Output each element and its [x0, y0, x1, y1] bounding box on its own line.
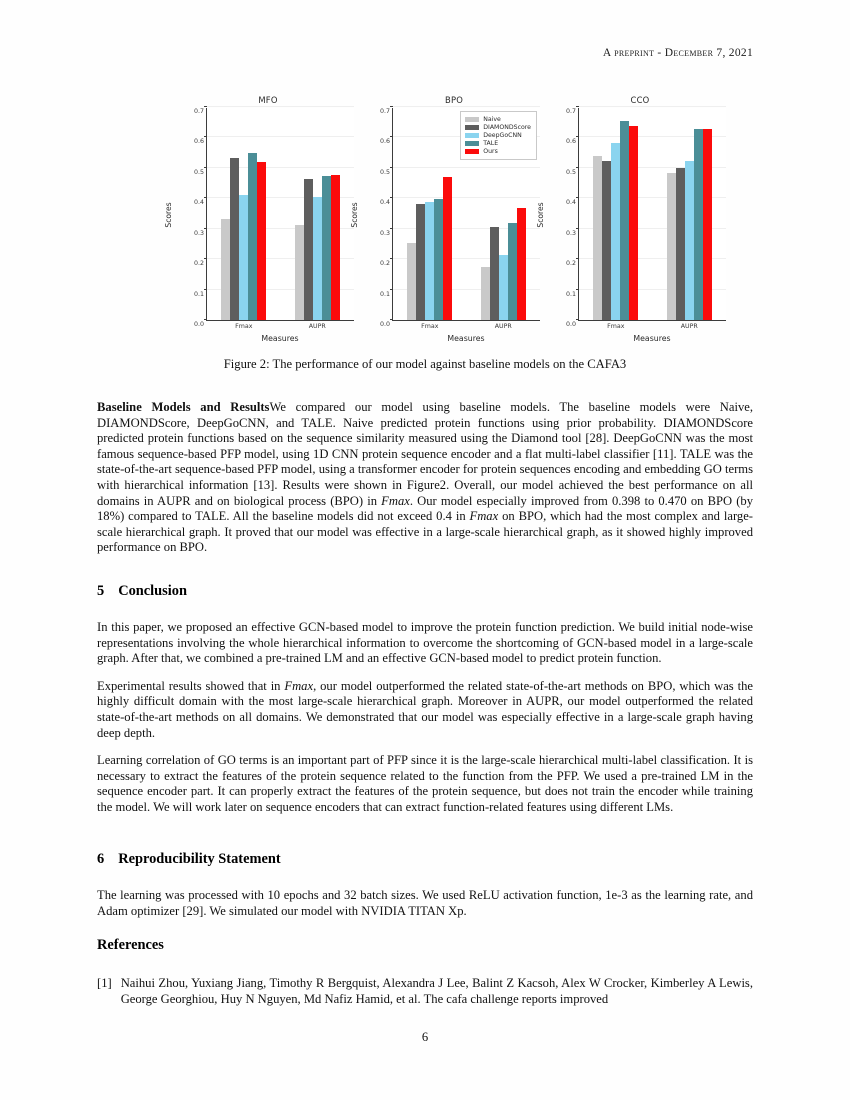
reproducibility-title: Reproducibility Statement — [118, 851, 281, 867]
conclusion-p2-text-a: Experimental results showed that in — [97, 678, 285, 693]
reference-list — [97, 976, 753, 1007]
bar-container — [207, 108, 354, 330]
figure-caption: Figure 2: The performance of our model against baseline models on the CAFA3 — [223, 357, 627, 371]
bar-diamondscore-aupr — [490, 227, 499, 320]
conclusion-paragraph-1: In this paper, we proposed an effective GCN-based model to improve the protein function prediction. We build initial node-wise representations involving the whole hierarchical information to overcome the shortcoming of GCN-based model in a large-scale graph. After that, we combined a pre-trained LM and an effective GCN-based model to predict protein function. — [97, 620, 753, 666]
bar-deepgocnn-aupr — [313, 197, 322, 320]
baseline-text-3: on BPO, which had the most complex and large-scale hierarchical graph. It proved that our model was effective in a large-scale hierarchical graph, as it showed highly improved performance on BPO. — [97, 509, 753, 555]
x-axis-label: Measures — [261, 334, 299, 343]
reference-text: Naihui Zhou, Yuxiang Jiang, Timothy R Bergquist, Alexandra J Lee, Balint Z Kacsoh, Alex W Crocker, Kimberley A Lewis, George Georghiou, Huy N Nguyen, Md Nafiz Hamid, et al. The cafa challenge reports improved — [120, 976, 753, 1006]
bar-group-fmax — [407, 108, 452, 330]
x-tick-label: AUPR — [494, 323, 512, 330]
bar-deepgocnn-aupr — [499, 255, 508, 320]
bar-group-aupr — [667, 108, 712, 330]
bar-ours-fmax — [443, 177, 452, 320]
legend-item — [465, 124, 531, 131]
legend-item — [465, 148, 531, 155]
fmax-math-3: Fmax — [284, 678, 314, 693]
baseline-text-1: We compared our model using baseline models. The baseline models were Naive, DIAMONDScore, DeepGoCNN, and TALE. Naive predicted protein functions using prior probability. DIAMONDScore predicted protein functions based on the sequence similarity measured using the Diamond tool [28]. DeepGoCNN was the most famous sequence-based PFP model, using 1D CNN protein sequence encoder and a flat multi-label classifier [11]. TALE was the state-of-the-art sequence-based PFP model, using a transformer encoder for protein sequences encoding and embedding GO terms with hierarchical information [13]. Results were shown in Figure2. Overall, our model achieved the best performance on all domains in AUPR and on biological process (BPO) in — [97, 400, 754, 508]
y-axis-label: Scores — [536, 201, 546, 228]
conclusion-heading — [97, 583, 753, 600]
chart-row — [97, 95, 753, 343]
axes: 0.0 0.1 0.2 0.3 0.4 0.5 0.6 0.7 Fmax AUPR Naive DIAMONDScore DeepGoCNN TALE Ours — [392, 108, 540, 321]
bar-diamondscore-fmax — [602, 161, 611, 320]
x-tick-label: AUPR — [680, 323, 698, 330]
running-head: A preprint - December 7, 2021 — [602, 47, 753, 59]
baseline-text-2: . Our model especially improved from 0.398 to 0.470 on BPO (by 18%) compared to TALE. All the baseline models did not exceed 0.4 in — [97, 493, 753, 524]
chart-panel-bpo — [350, 95, 542, 343]
reproducibility-paragraph: The learning was processed with 10 epochs and 32 batch sizes. We used ReLU activation function, 1e-3 as the learning rate, and Adam optimizer [29]. We simulated our model with NVIDIA TITAN Xp. — [97, 888, 753, 918]
bar-diamondscore-fmax — [230, 158, 239, 320]
gridline — [579, 106, 726, 107]
plot-area — [536, 108, 728, 330]
references-section — [97, 937, 753, 1007]
legend-swatch-icon — [465, 133, 479, 139]
bar-ours-aupr — [703, 129, 712, 320]
bar-diamondscore-fmax — [416, 204, 425, 320]
page-content — [97, 0, 753, 1100]
bar-deepgocnn-fmax — [425, 202, 434, 320]
bar-naive-aupr — [481, 267, 490, 320]
conclusion-paragraph-3: Learning correlation of GO terms is an important part of PFP since it is the large-scale hierarchical multi-label classification. It is necessary to extract the features of the protein sequence related to the function from the PFP. We used a pre-trained LM in the sequence encoder part. It can properly extract the features of the protein sequence, but does not train the encoder while training the model. We will work later on sequence encoders that can extract function-related features using different LMs. — [97, 753, 753, 814]
gridline — [207, 106, 354, 107]
bar-naive-fmax — [221, 219, 230, 320]
legend-item — [465, 116, 531, 123]
legend-swatch-icon — [465, 125, 479, 131]
conclusion-paragraph-2 — [97, 679, 753, 741]
legend-label: Naive — [483, 116, 501, 123]
x-tick-label: AUPR — [308, 323, 326, 330]
axes: 0.0 0.1 0.2 0.3 0.4 0.5 0.6 0.7 Fmax AUPR — [206, 108, 354, 321]
legend-swatch-icon — [465, 141, 479, 147]
x-tick-label: Fmax — [421, 323, 439, 330]
bar-naive-fmax — [407, 243, 416, 320]
chart-panel-cco — [536, 95, 728, 343]
bar-diamondscore-aupr — [676, 168, 685, 320]
bar-tale-aupr — [322, 176, 331, 320]
x-tick-label: Fmax — [607, 323, 625, 330]
x-axis-label: Measures — [633, 334, 671, 343]
legend-label: Ours — [483, 148, 498, 155]
reference-number: [1] — [97, 976, 112, 990]
figure-2 — [97, 95, 753, 372]
bar-container — [579, 108, 726, 330]
bar-ours-aupr — [517, 208, 526, 320]
reproducibility-section — [97, 851, 753, 919]
bar-tale-fmax — [434, 199, 443, 320]
x-tick-label: Fmax — [235, 323, 253, 330]
legend-label: DIAMONDScore — [483, 124, 531, 131]
conclusion-section — [97, 583, 753, 816]
bar-group-fmax — [593, 108, 638, 330]
conclusion-number: 5 — [97, 583, 105, 599]
chart-title: BPO — [445, 95, 463, 105]
legend-swatch-icon — [465, 117, 479, 123]
legend-item — [465, 140, 531, 147]
plot-area — [164, 108, 356, 330]
page-number: 6 — [421, 1030, 429, 1044]
gridline — [393, 106, 540, 107]
fmax-math-1: Fmax — [381, 493, 410, 508]
bar-naive-aupr — [295, 225, 304, 320]
y-tick-mark — [390, 106, 393, 107]
legend-label: DeepGoCNN — [483, 132, 522, 139]
legend-label: TALE — [483, 140, 499, 147]
bar-group-fmax — [221, 108, 266, 330]
y-tick-mark — [204, 106, 207, 107]
chart-title: CCO — [630, 95, 650, 105]
reproducibility-heading — [97, 851, 753, 868]
chart-legend — [460, 111, 537, 160]
legend-swatch-icon — [465, 149, 479, 155]
bar-deepgocnn-aupr — [685, 161, 694, 320]
y-tick-mark — [576, 106, 579, 107]
bar-deepgocnn-fmax — [611, 143, 620, 320]
bar-ours-aupr — [331, 175, 340, 320]
references-heading: References — [97, 937, 164, 953]
baseline-section — [97, 400, 753, 556]
bar-tale-aupr — [508, 223, 517, 320]
bar-group-aupr — [295, 108, 340, 330]
fmax-math-2: Fmax — [469, 509, 499, 524]
bar-ours-fmax — [629, 126, 638, 320]
bar-diamondscore-aupr — [304, 179, 313, 320]
y-axis-label: Scores — [350, 201, 360, 228]
bar-tale-fmax — [248, 153, 257, 320]
bar-naive-aupr — [667, 173, 676, 320]
baseline-runin-heading: Baseline Models and Results — [97, 400, 270, 414]
bar-ours-fmax — [257, 162, 266, 320]
bar-tale-fmax — [620, 121, 629, 320]
x-axis-label: Measures — [447, 334, 485, 343]
bar-naive-fmax — [593, 156, 602, 320]
chart-title: MFO — [258, 95, 278, 105]
conclusion-p2-text-b: , our model outperformed the related state-of-the-art methods on BPO, which was the highly difficult domain with the most large-scale hierarchical graph. Moreover in AUPR, our model outperformed the related state-of-the-art methods on all domains. We demonstrated that our model was especially effective in a large-scale graph having deep depth. — [97, 678, 753, 740]
bar-tale-aupr — [694, 129, 703, 320]
plot-area — [350, 108, 542, 330]
reference-item — [97, 976, 753, 1007]
conclusion-title: Conclusion — [118, 583, 187, 599]
y-axis-label: Scores — [164, 201, 174, 228]
reproducibility-number: 6 — [97, 851, 105, 867]
legend-item — [465, 132, 531, 139]
bar-deepgocnn-fmax — [239, 195, 248, 320]
axes: 0.0 0.1 0.2 0.3 0.4 0.5 0.6 0.7 Fmax AUPR — [578, 108, 726, 321]
chart-panel-mfo — [164, 95, 356, 343]
baseline-paragraph — [97, 400, 753, 556]
